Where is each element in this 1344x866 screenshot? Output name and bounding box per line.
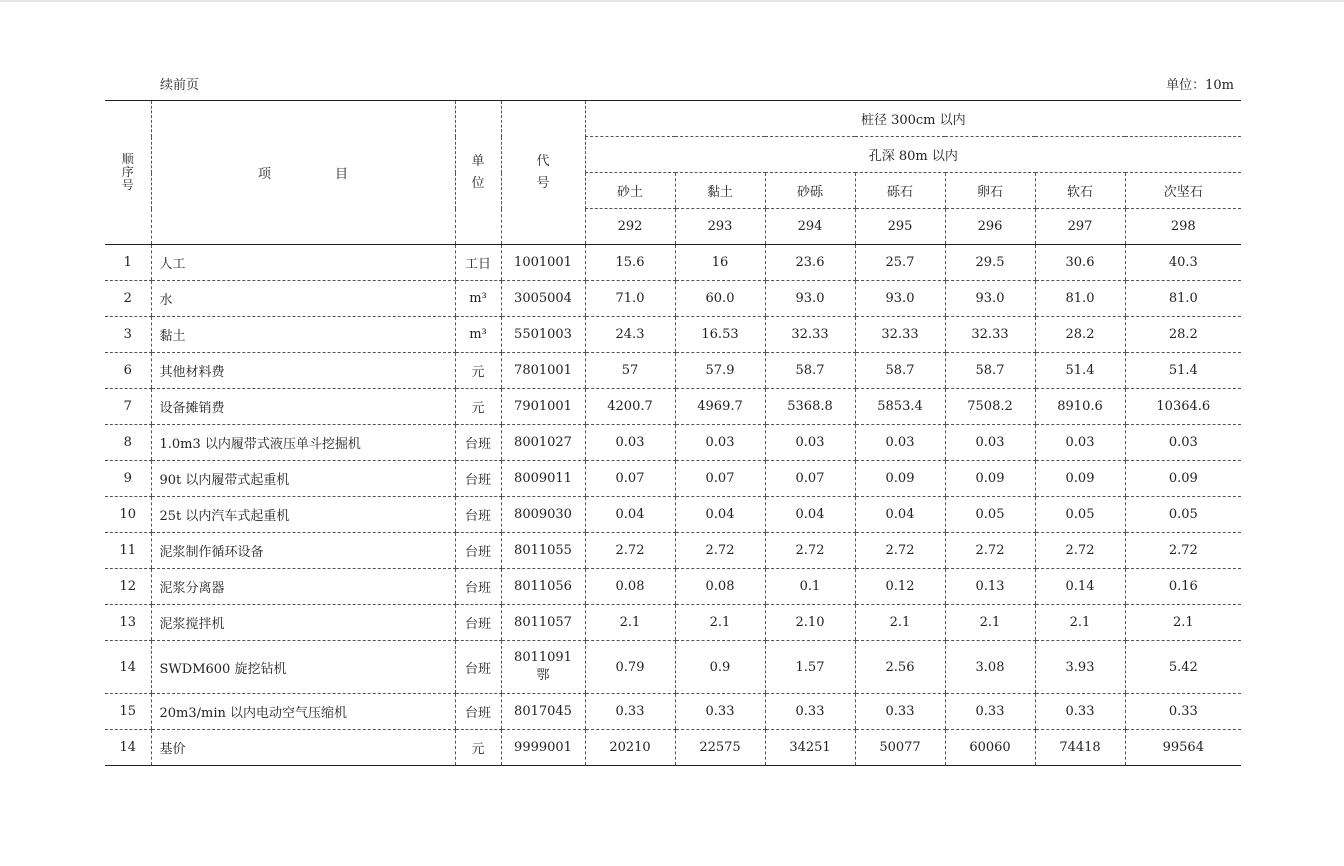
row-value: 32.33 [855, 317, 945, 353]
row-seq: 15 [105, 694, 151, 730]
row-name: SWDM600 旋挖钻机 [151, 641, 455, 694]
row-value: 58.7 [945, 353, 1035, 389]
row-value: 3.93 [1035, 641, 1125, 694]
row-value: 0.05 [1125, 497, 1241, 533]
table-head [105, 101, 1241, 245]
table-row [105, 533, 1241, 569]
row-code: 8009030 [501, 497, 585, 533]
row-unit: 台班 [455, 641, 501, 694]
row-value: 2.1 [945, 605, 1035, 641]
row-seq: 10 [105, 497, 151, 533]
row-value: 0.09 [1125, 461, 1241, 497]
row-value: 0.33 [945, 694, 1035, 730]
row-name: 1.0m3 以内履带式液压单斗挖掘机 [151, 425, 455, 461]
row-value: 25.7 [855, 245, 945, 281]
row-value: 5.42 [1125, 641, 1241, 694]
row-value: 57 [585, 353, 675, 389]
row-code [501, 641, 585, 694]
column-header: 黏土 [675, 173, 765, 209]
top-border [0, 0, 1344, 2]
row-value: 60060 [945, 730, 1035, 766]
row-name: 水 [151, 281, 455, 317]
column-number: 293 [675, 209, 765, 245]
row-value: 2.1 [855, 605, 945, 641]
row-name: 泥浆分离器 [151, 569, 455, 605]
column-number: 294 [765, 209, 855, 245]
column-header: 砂土 [585, 173, 675, 209]
row-value: 20210 [585, 730, 675, 766]
row-unit: 台班 [455, 533, 501, 569]
row-value: 0.09 [855, 461, 945, 497]
row-value: 57.9 [675, 353, 765, 389]
row-unit: 台班 [455, 605, 501, 641]
row-name: 人工 [151, 245, 455, 281]
row-unit: 元 [455, 730, 501, 766]
row-value: 0.08 [675, 569, 765, 605]
column-number: 292 [585, 209, 675, 245]
row-value: 2.1 [1035, 605, 1125, 641]
row-value: 0.09 [945, 461, 1035, 497]
table-row [105, 694, 1241, 730]
row-value: 58.7 [855, 353, 945, 389]
row-value: 0.9 [675, 641, 765, 694]
row-value: 60.0 [675, 281, 765, 317]
row-value: 2.10 [765, 605, 855, 641]
row-code: 7901001 [501, 389, 585, 425]
row-value: 0.1 [765, 569, 855, 605]
row-value: 50077 [855, 730, 945, 766]
column-header: 砂砾 [765, 173, 855, 209]
row-value: 5853.4 [855, 389, 945, 425]
row-value: 28.2 [1125, 317, 1241, 353]
row-code: 8001027 [501, 425, 585, 461]
row-seq: 1 [105, 245, 151, 281]
column-header: 砾石 [855, 173, 945, 209]
row-code: 9999001 [501, 730, 585, 766]
column-header: 卵石 [945, 173, 1035, 209]
row-value: 0.07 [585, 461, 675, 497]
table-row [105, 389, 1241, 425]
column-number: 295 [855, 209, 945, 245]
row-value: 0.03 [585, 425, 675, 461]
row-code: 7801001 [501, 353, 585, 389]
row-unit: 工日 [455, 245, 501, 281]
row-value: 0.33 [1125, 694, 1241, 730]
row-value: 93.0 [945, 281, 1035, 317]
row-unit: 元 [455, 353, 501, 389]
row-value: 2.1 [1125, 605, 1241, 641]
row-value: 0.09 [1035, 461, 1125, 497]
row-code: 1001001 [501, 245, 585, 281]
table-row [105, 425, 1241, 461]
row-value: 51.4 [1035, 353, 1125, 389]
row-value: 58.7 [765, 353, 855, 389]
row-value: 81.0 [1035, 281, 1125, 317]
row-value: 99564 [1125, 730, 1241, 766]
row-unit: 台班 [455, 497, 501, 533]
group-header-diameter: 桩径 300cm 以内 [585, 101, 1241, 137]
unit-label: 单位：10m [1166, 78, 1234, 93]
group-header-depth: 孔深 80m 以内 [585, 137, 1241, 173]
row-unit: 台班 [455, 425, 501, 461]
row-value: 51.4 [1125, 353, 1241, 389]
row-value: 2.72 [675, 533, 765, 569]
row-code: 5501003 [501, 317, 585, 353]
row-value: 0.04 [765, 497, 855, 533]
row-value: 0.03 [945, 425, 1035, 461]
row-value: 7508.2 [945, 389, 1035, 425]
row-name: 黏土 [151, 317, 455, 353]
table-body [105, 245, 1241, 766]
row-value: 93.0 [855, 281, 945, 317]
row-code: 8011056 [501, 569, 585, 605]
row-value: 34251 [765, 730, 855, 766]
row-value: 0.33 [675, 694, 765, 730]
row-name: 25t 以内汽车式起重机 [151, 497, 455, 533]
table-row [105, 245, 1241, 281]
row-value: 2.72 [765, 533, 855, 569]
item-header: 项 目 [151, 101, 455, 245]
row-value: 2.72 [855, 533, 945, 569]
row-name: 90t 以内履带式起重机 [151, 461, 455, 497]
unit-header: 单 位 [455, 101, 501, 245]
row-value: 0.08 [585, 569, 675, 605]
row-code: 8017045 [501, 694, 585, 730]
row-value: 0.05 [1035, 497, 1125, 533]
row-value: 74418 [1035, 730, 1125, 766]
row-unit: 元 [455, 389, 501, 425]
column-number: 296 [945, 209, 1035, 245]
row-value: 0.07 [675, 461, 765, 497]
row-value: 81.0 [1125, 281, 1241, 317]
table-row [105, 730, 1241, 766]
code-header: 代 号 [501, 101, 585, 245]
row-value: 0.33 [1035, 694, 1125, 730]
row-value: 93.0 [765, 281, 855, 317]
row-value: 30.6 [1035, 245, 1125, 281]
row-code-suffix: 鄂 [536, 668, 550, 683]
continued-label: 续前页 [160, 78, 200, 93]
row-name: 设备摊销费 [151, 389, 455, 425]
row-value: 29.5 [945, 245, 1035, 281]
row-value: 32.33 [765, 317, 855, 353]
quota-table [105, 100, 1241, 766]
row-value: 10364.6 [1125, 389, 1241, 425]
row-unit: 台班 [455, 461, 501, 497]
table-row [105, 461, 1241, 497]
row-value: 0.13 [945, 569, 1035, 605]
row-seq: 3 [105, 317, 151, 353]
row-value: 22575 [675, 730, 765, 766]
row-seq: 14 [105, 730, 151, 766]
row-unit: m³ [455, 317, 501, 353]
row-seq: 12 [105, 569, 151, 605]
row-name: 泥浆制作循环设备 [151, 533, 455, 569]
row-name: 20m3/min 以内电动空气压缩机 [151, 694, 455, 730]
row-value: 0.33 [855, 694, 945, 730]
row-seq: 2 [105, 281, 151, 317]
row-name: 基价 [151, 730, 455, 766]
row-unit: 台班 [455, 569, 501, 605]
column-header: 次坚石 [1125, 173, 1241, 209]
row-value: 15.6 [585, 245, 675, 281]
row-value: 8910.6 [1035, 389, 1125, 425]
row-value: 23.6 [765, 245, 855, 281]
row-value: 40.3 [1125, 245, 1241, 281]
row-value: 2.72 [1035, 533, 1125, 569]
row-value: 2.72 [585, 533, 675, 569]
row-value: 0.04 [855, 497, 945, 533]
row-value: 0.16 [1125, 569, 1241, 605]
table-row [105, 569, 1241, 605]
row-seq: 14 [105, 641, 151, 694]
row-value: 28.2 [1035, 317, 1125, 353]
row-value: 4969.7 [675, 389, 765, 425]
row-value: 0.79 [585, 641, 675, 694]
row-value: 4200.7 [585, 389, 675, 425]
table-row [105, 641, 1241, 694]
row-value: 16.53 [675, 317, 765, 353]
row-seq: 13 [105, 605, 151, 641]
row-value: 32.33 [945, 317, 1035, 353]
row-value: 1.57 [765, 641, 855, 694]
table-row [105, 281, 1241, 317]
table-row [105, 353, 1241, 389]
row-name: 泥浆搅拌机 [151, 605, 455, 641]
column-header: 软石 [1035, 173, 1125, 209]
row-value: 0.33 [765, 694, 855, 730]
row-code: 8011057 [501, 605, 585, 641]
row-value: 0.12 [855, 569, 945, 605]
row-value: 0.04 [675, 497, 765, 533]
column-number: 297 [1035, 209, 1125, 245]
row-unit: m³ [455, 281, 501, 317]
row-seq: 8 [105, 425, 151, 461]
row-code: 8009011 [501, 461, 585, 497]
row-value: 3.08 [945, 641, 1035, 694]
row-value: 0.07 [765, 461, 855, 497]
row-value: 0.03 [1125, 425, 1241, 461]
row-value: 0.03 [675, 425, 765, 461]
seq-header: 顺 序 号 [105, 101, 151, 245]
row-value: 0.03 [855, 425, 945, 461]
row-code: 3005004 [501, 281, 585, 317]
row-seq: 9 [105, 461, 151, 497]
row-value: 2.1 [585, 605, 675, 641]
row-seq: 7 [105, 389, 151, 425]
row-code: 8011055 [501, 533, 585, 569]
table-row [105, 317, 1241, 353]
row-value: 24.3 [585, 317, 675, 353]
row-code-number: 8011091 [514, 650, 572, 665]
row-value: 16 [675, 245, 765, 281]
row-value: 2.72 [1125, 533, 1241, 569]
row-value: 0.14 [1035, 569, 1125, 605]
row-value: 2.1 [675, 605, 765, 641]
row-value: 2.72 [945, 533, 1035, 569]
row-value: 71.0 [585, 281, 675, 317]
row-value: 2.56 [855, 641, 945, 694]
table-row [105, 605, 1241, 641]
row-seq: 6 [105, 353, 151, 389]
column-number: 298 [1125, 209, 1241, 245]
row-value: 0.04 [585, 497, 675, 533]
row-seq: 11 [105, 533, 151, 569]
row-value: 5368.8 [765, 389, 855, 425]
row-value: 0.05 [945, 497, 1035, 533]
row-value: 0.03 [765, 425, 855, 461]
row-value: 0.33 [585, 694, 675, 730]
row-unit: 台班 [455, 694, 501, 730]
row-name: 其他材料费 [151, 353, 455, 389]
table-row [105, 497, 1241, 533]
row-value: 0.03 [1035, 425, 1125, 461]
